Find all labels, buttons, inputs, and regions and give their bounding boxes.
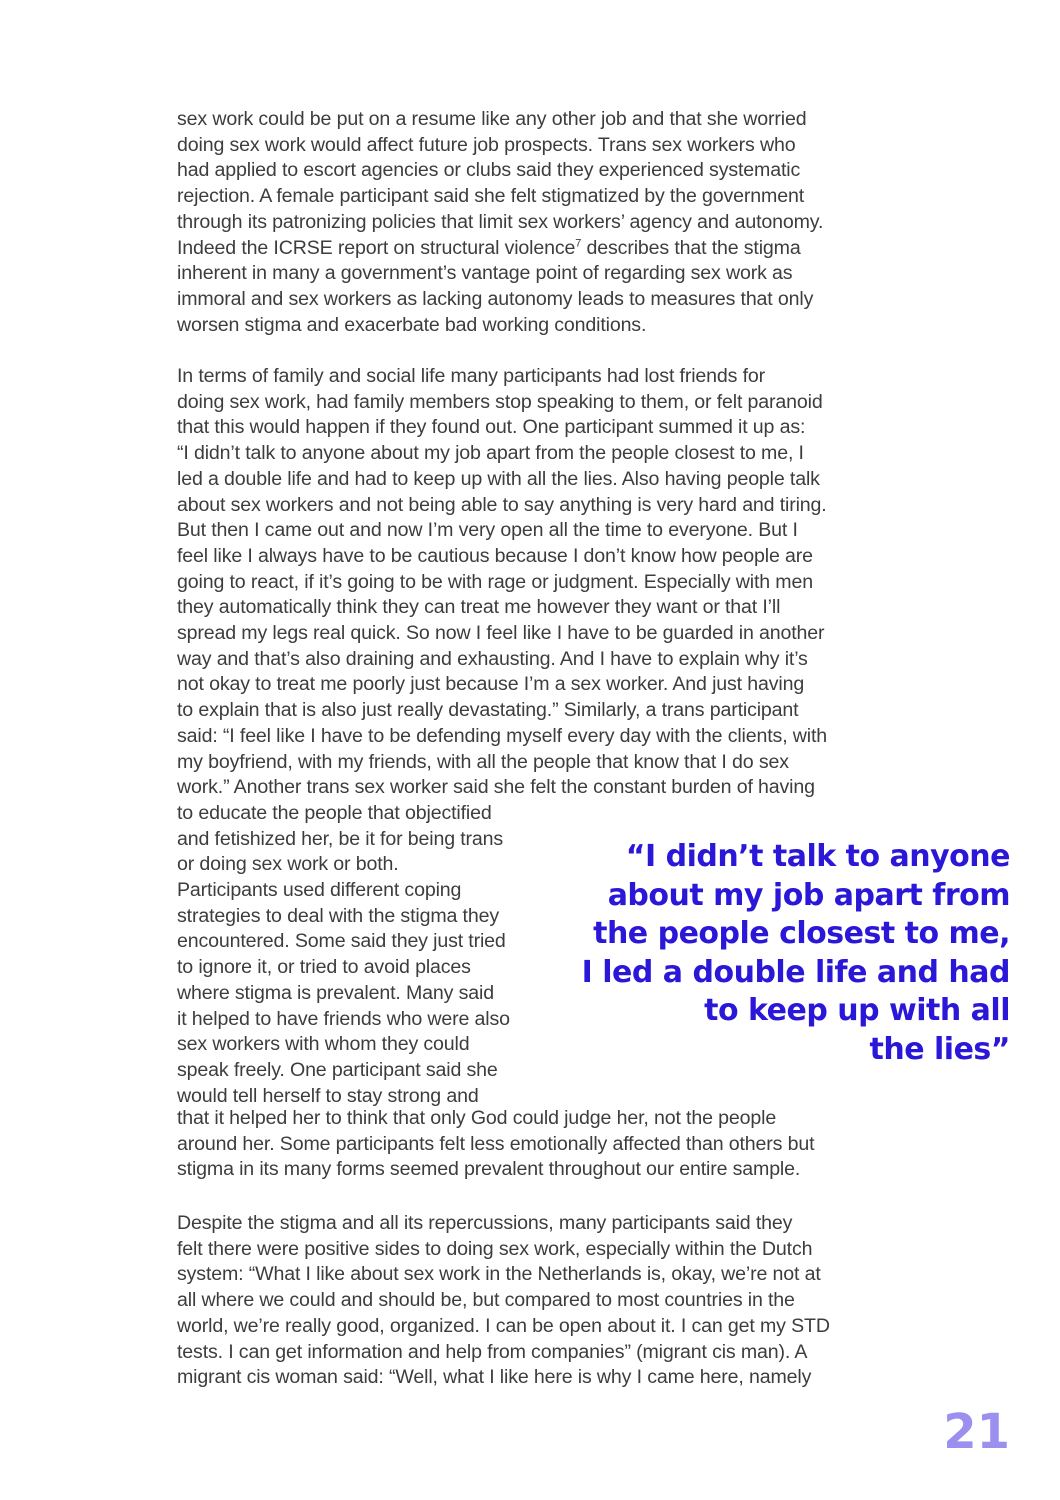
text-line: not okay to treat me poorly just because I’m a sex worker. And just having [177,673,805,696]
pull-quote [560,838,1010,1069]
text-line: stigma in its many forms seemed prevalent throughout our entire sample. [177,1158,801,1181]
text-line: immoral and sex workers as lacking autonomy leads to measures that only [177,287,814,310]
text-line: sex work could be put on a resume like any other job and that she worried [177,108,807,130]
text-line: to explain that is also just really devastating.” Similarly, a trans participant [177,699,799,722]
text-line: work.” Another trans sex worker said she felt the constant burden of having [177,776,815,799]
text-line: doing sex work would affect future job prospects. Trans sex workers who [177,133,796,156]
text-line: encountered. Some said they just tried [177,930,506,953]
text-line: going to react, if it’s going to be with rage or judgment. Especially with men [177,570,813,593]
text-line: that it helped her to think that only God could judge her, not the people [177,1107,777,1129]
text-line: to ignore it, or tried to avoid places [177,956,471,979]
page-number: 21 [943,1404,1010,1460]
body-paragraph-1 [177,107,897,338]
text-line: Participants used different coping [177,879,462,902]
text-line: feel like I always have to be cautious because I don’t know how people are [177,544,813,567]
text-line: or doing sex work or both. [177,853,399,876]
text-line: sex workers with whom they could [177,1033,470,1056]
text-line: “I didn’t talk to anyone about my job apart from the people closest to me, I [177,442,804,465]
text-line: system: “What I like about sex work in the Netherlands is, okay, we’re not at [177,1263,821,1286]
pull-quote-line: I led a double life and had [581,954,1010,990]
text-line: they automatically think they can treat me however they want or that I’ll [177,596,781,619]
text-line: felt there were positive sides to doing sex work, especially within the Dutch [177,1237,813,1260]
text-span: describes that the stigma [581,236,801,259]
body-paragraph-3 [177,1211,897,1391]
pull-quote-line: “I didn’t talk to anyone [625,839,1010,874]
text-line: to educate the people that objectified [177,801,492,824]
text-line: it helped to have friends who were also [177,1007,510,1030]
pull-quote-line: about my job apart from [607,877,1010,913]
text-line [177,236,897,262]
text-line: speak freely. One participant said she [177,1058,498,1081]
text-line: world, we’re really good, organized. I can be open about it. I can get my STD [177,1314,830,1337]
text-line: led a double life and had to keep up with all the lies. Also having people talk [177,467,820,490]
text-line: tests. I can get information and help from companies” (migrant cis man). A [177,1340,808,1363]
footnote-reference[interactable]: 7 [575,236,582,249]
text-line: But then I came out and now I’m very open all the time to everyone. But I [177,519,798,542]
text-line: and fetishized her, be it for being trans [177,827,504,850]
text-line: around her. Some participants felt less emotionally affected than others but [177,1132,815,1155]
text-line: through its patronizing policies that limit sex workers’ agency and autonomy. [177,210,824,233]
text-line: about sex workers and not being able to say anything is very hard and tiring. [177,493,827,516]
text-line: inherent in many a government’s vantage point of regarding sex work as [177,262,793,285]
pull-quote-line: the lies” [869,1031,1010,1067]
text-line: said: “I feel like I have to be defending myself every day with the clients, with [177,724,828,747]
text-line: where stigma is prevalent. Many said [177,981,494,1004]
text-line: doing sex work, had family members stop speaking to them, or felt paranoid [177,390,823,413]
text-line: rejection. A female participant said she felt stigmatized by the government [177,185,804,208]
text-span: Indeed the ICRSE report on structural violence [177,236,576,259]
text-line: worsen stigma and exacerbate bad working conditions. [177,313,647,336]
text-line: would tell herself to stay strong and [177,1084,479,1107]
text-line: all where we could and should be, but compared to most countries in the [177,1289,795,1312]
text-line: had applied to escort agencies or clubs said they experienced systematic [177,159,801,182]
text-line: Despite the stigma and all its repercussions, many participants said they [177,1212,793,1234]
text-line: way and that’s also draining and exhausting. And I have to explain why it’s [177,647,808,670]
text-line: strategies to deal with the stigma they [177,904,499,927]
text-line: In terms of family and social life many participants had lost friends for [177,365,766,387]
text-line: migrant cis woman said: “Well, what I like here is why I came here, namely [177,1366,812,1389]
text-line: spread my legs real quick. So now I feel like I have to be guarded in another [177,622,825,645]
pull-quote-line: to keep up with all [704,993,1010,1028]
text-line: that this would happen if they found out. One participant summed it up as: [177,416,806,439]
pull-quote-line: the people closest to me, [593,916,1010,951]
text-line: my boyfriend, with my friends, with all the people that know that I do sex [177,750,789,773]
body-paragraph-2-continued [177,1106,897,1183]
